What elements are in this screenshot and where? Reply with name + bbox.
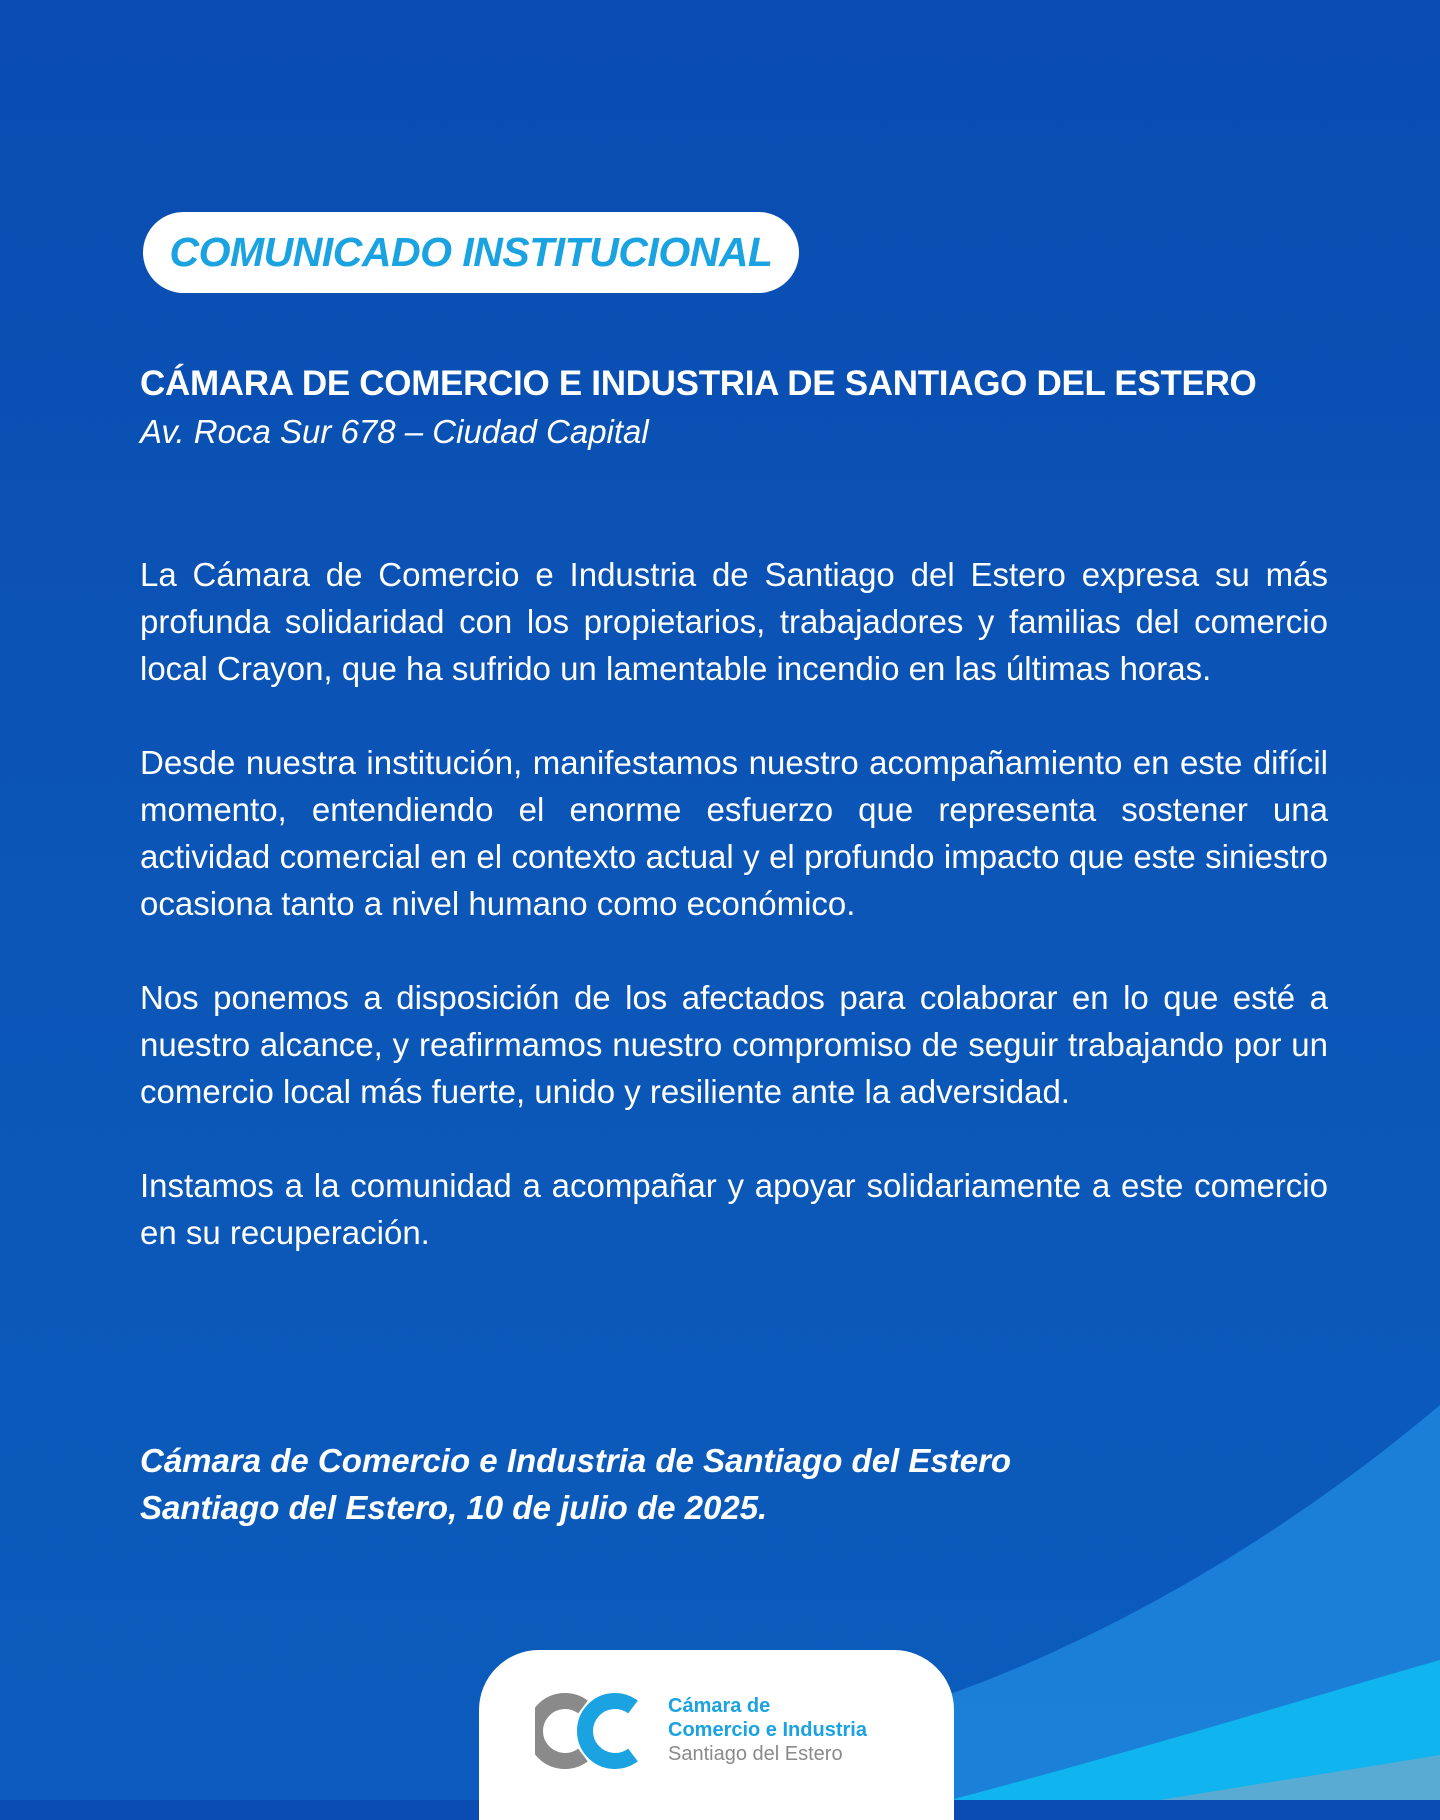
signature-organization: Cámara de Comercio e Industria de Santiago del Estero	[140, 1442, 1012, 1479]
paragraph-4: Instamos a la comunidad a acompañar y apoyar solidariamente a este comercio en su recuperación.	[140, 1167, 1328, 1251]
badge-label: COMUNICADO INSTITUCIONAL	[169, 229, 773, 275]
statement-body	[140, 551, 1328, 1303]
logo-line-3: Santiago del Estero	[668, 1743, 843, 1765]
signature-block	[140, 1437, 1011, 1531]
paragraph-3: Nos ponemos a disposición de los afectados para colaborar en lo que esté a nuestro alcance, y reafirmamos nuestro compromiso de seguir trabajando por un comercio local más fuerte, unido y resiliente ante la adversidad.	[140, 979, 1328, 1110]
paragraph-1: La Cámara de Comercio e Industria de Santiago del Estero expresa su más profunda solidaridad con los propietarios, trabajadores y familias del comercio local Crayon, que ha sufrido un lamentable incendio en las últimas horas.	[140, 556, 1328, 687]
logo-line-1: Cámara de	[668, 1695, 771, 1717]
signature-date: Santiago del Estero, 10 de julio de 2025.	[140, 1489, 768, 1526]
organization-title: CÁMARA DE COMERCIO E INDUSTRIA DE SANTIAGO DEL ESTERO	[140, 364, 1257, 403]
logo-wordmark	[668, 1694, 867, 1766]
organization-address: Av. Roca Sur 678 – Ciudad Capital	[140, 413, 649, 450]
cc-logo-icon	[535, 1691, 655, 1771]
paragraph-2: Desde nuestra institución, manifestamos nuestro acompañamiento en este difícil momento, entendiendo el enorme esfuerzo que representa sostener una actividad comercial en el contexto actual y el profundo impacto que este siniestro ocasiona tanto a nivel humano como económico.	[140, 744, 1328, 922]
logo-line-2: Comercio e Industria	[668, 1719, 867, 1741]
logo-card	[479, 1650, 954, 1820]
comunicado-badge	[143, 212, 799, 293]
